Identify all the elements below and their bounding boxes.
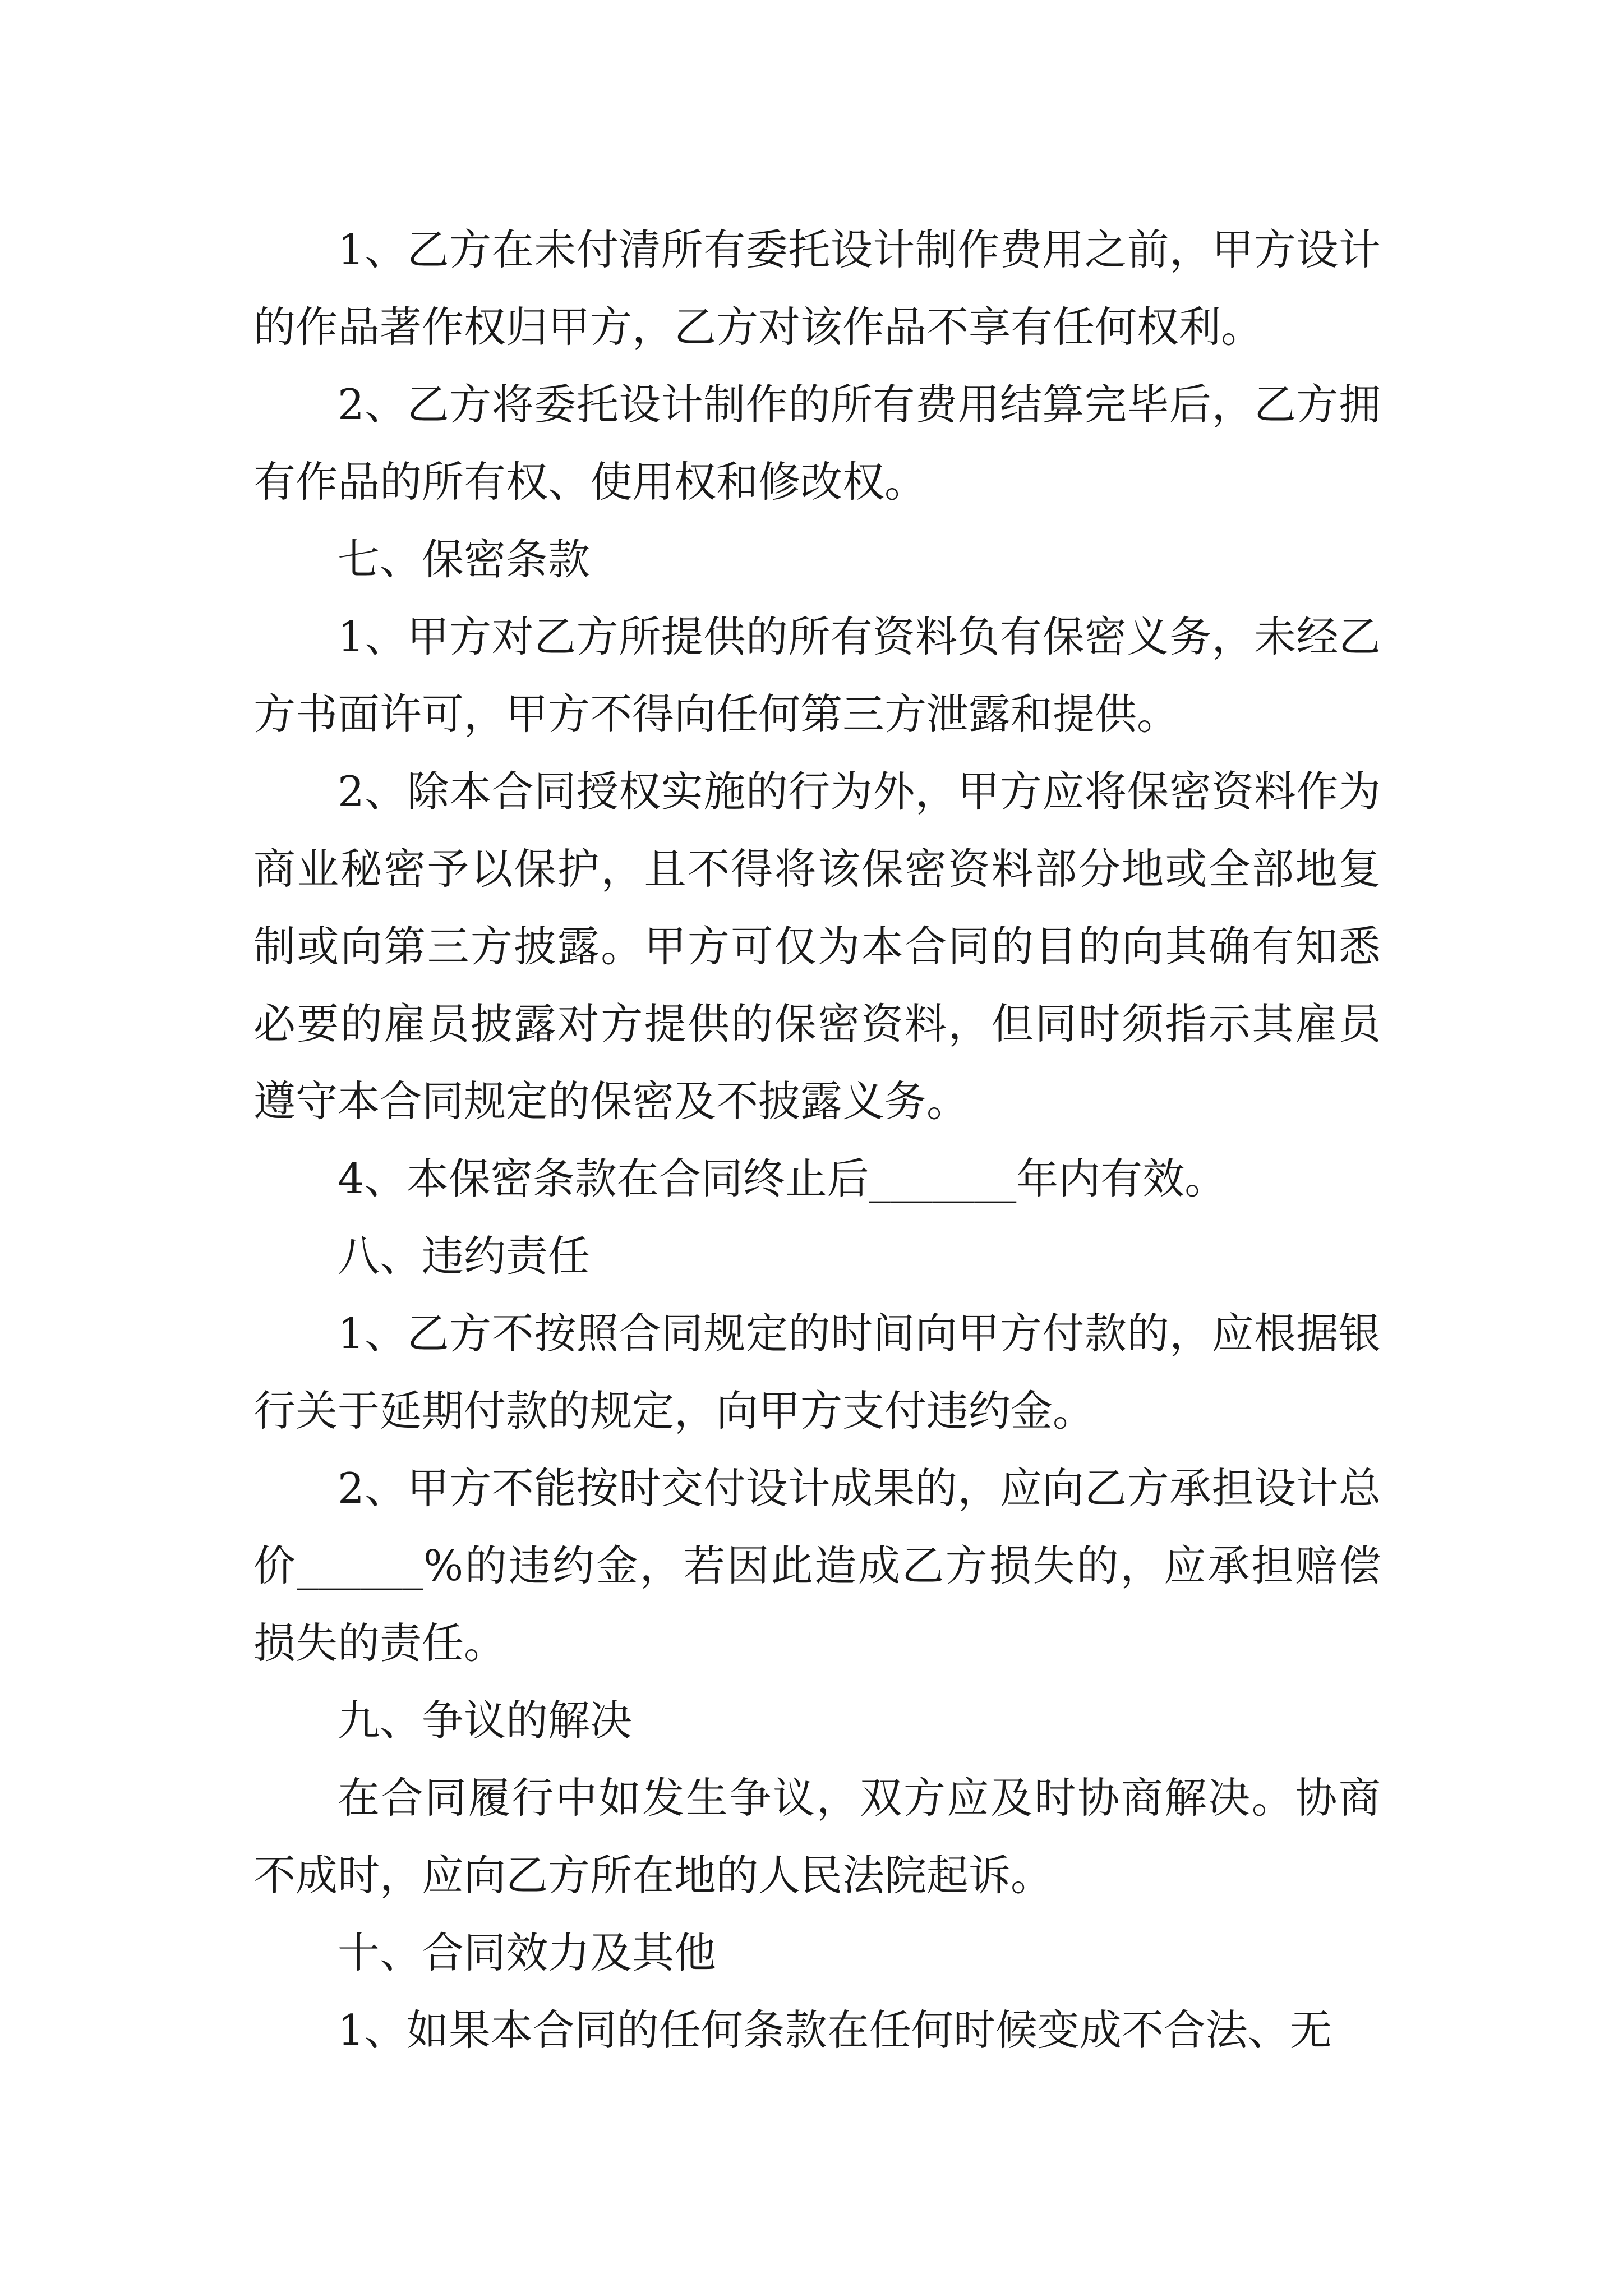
clause-late-payment: 1、乙方不按照合同规定的时间向甲方付款的，应根据银行关于延期付款的规定，向甲方支付违约金。 bbox=[253, 1309, 1381, 1435]
clause-copyright-before-payment: 1、乙方在未付清所有委托设计制作费用之前，甲方设计的作品著作权归甲方，乙方对该作品不享有任何权利。 bbox=[253, 225, 1381, 352]
clause-confidentiality-protection: 2、除本合同授权实施的行为外，甲方应将保密资料作为商业秘密予以保护，且不得将该保密资料部分地或全部地复制或向第三方披露。甲方可仅为本合同的目的向其确有知悉必要的雇员披露对方提供的保密资料，但同时须指示其雇员遵守本合同规定的保密及不披露义务。 bbox=[253, 767, 1381, 1126]
clause-confidentiality-term: 4、本保密条款在合同终止后_______年内有效。 bbox=[338, 1154, 1227, 1203]
section-heading-dispute: 九、争议的解决 bbox=[338, 1696, 633, 1745]
section-heading-effect: 十、合同效力及其他 bbox=[338, 1928, 717, 1977]
clause-confidentiality-obligation: 1、甲方对乙方所提供的所有资料负有保密义务，未经乙方书面许可，甲方不得向任何第三方泄露和提供。 bbox=[253, 612, 1381, 739]
section-heading-confidentiality: 七、保密条款 bbox=[338, 535, 591, 584]
clause-invalidity: 1、如果本合同的任何条款在任何时候变成不合法、无 bbox=[338, 2005, 1332, 2055]
clause-ownership-after-payment: 2、乙方将委托设计制作的所有费用结算完毕后，乙方拥有作品的所有权、使用权和修改权。 bbox=[253, 380, 1381, 507]
clause-late-delivery: 2、甲方不能按时交付设计成果的，应向乙方承担设计总价______%的违约金，若因此造成乙方损失的，应承担赔偿损失的责任。 bbox=[253, 1464, 1381, 1668]
section-heading-breach: 八、违约责任 bbox=[338, 1231, 591, 1281]
clause-dispute-resolution: 在合同履行中如发生争议，双方应及时协商解决。协商不成时，应向乙方所在地的人民法院起诉。 bbox=[253, 1773, 1381, 1900]
document-body bbox=[253, 211, 1381, 2069]
